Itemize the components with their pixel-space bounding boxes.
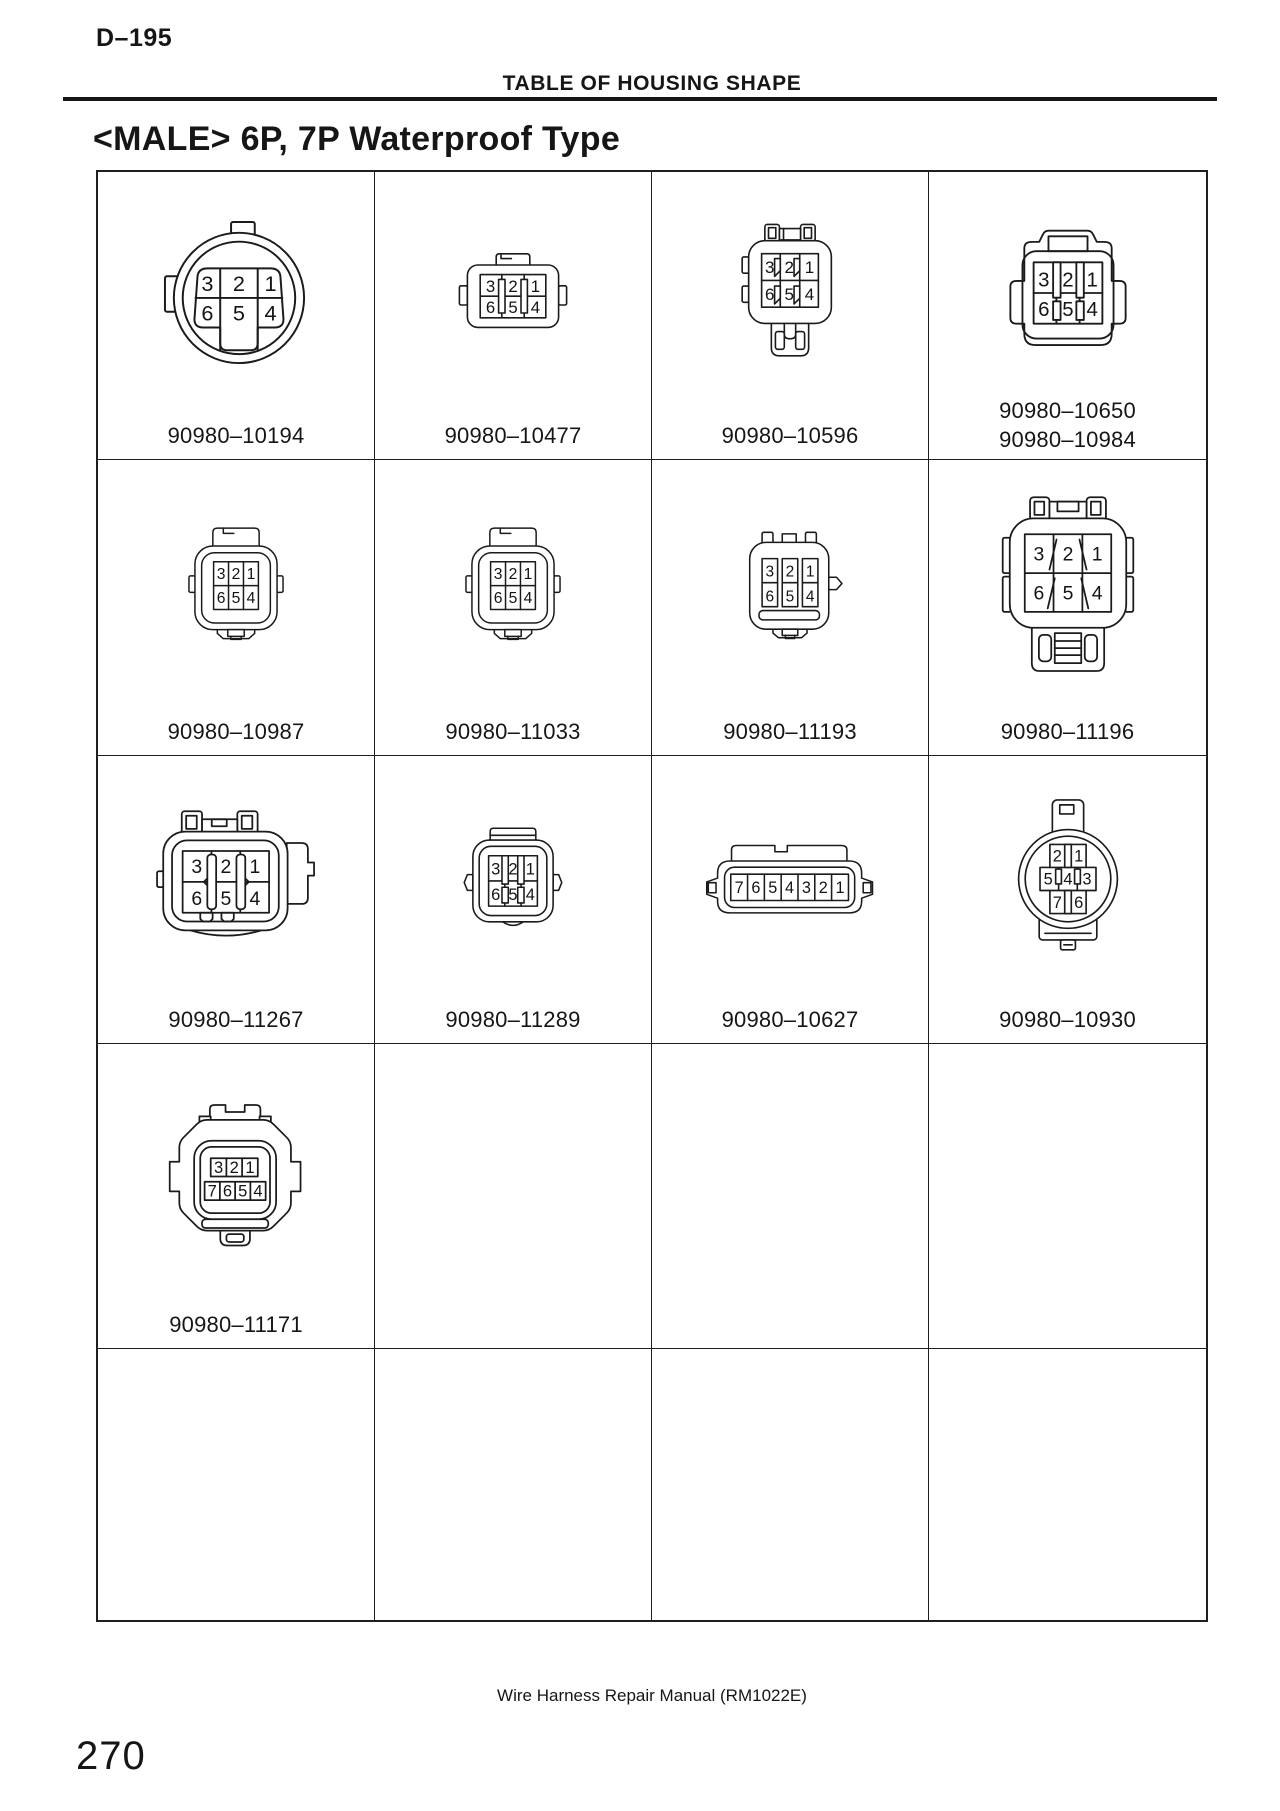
table-cell <box>98 172 375 460</box>
pin-number: 6 <box>222 1181 233 1201</box>
pin-number: 4 <box>264 300 277 326</box>
pin-number: 2 <box>232 270 245 296</box>
table-cell-empty <box>375 1044 652 1349</box>
pin-number: 6 <box>1073 893 1083 912</box>
pin-number: 2 <box>508 276 518 296</box>
page-header-title: TABLE OF HOUSING SHAPE <box>502 72 802 95</box>
pin-number: 1 <box>805 562 815 580</box>
table-cell <box>929 756 1206 1044</box>
pin-number: 6 <box>485 297 496 317</box>
pin-number: 2 <box>1061 267 1074 291</box>
connector-drawing-round-6p <box>162 219 310 367</box>
connector-drawing-winged-6p <box>989 223 1147 363</box>
pin-number: 6 <box>491 884 501 904</box>
pin-number: 5 <box>1043 870 1053 889</box>
pin-number: 4 <box>1091 582 1103 605</box>
table-cell-empty <box>929 1044 1206 1349</box>
pin-number: 7 <box>1052 893 1062 912</box>
connector-drawing-inline-7p <box>699 833 881 920</box>
pin-number: 4 <box>804 284 815 304</box>
pin-number: 4 <box>525 884 535 904</box>
pin-number: 3 <box>191 855 203 878</box>
pin-number: 3 <box>764 257 775 277</box>
pin-number: 3 <box>201 270 214 296</box>
page-number: 270 <box>76 1734 146 1778</box>
header-rule <box>63 97 1217 101</box>
connector-drawing-capped-6p <box>457 519 569 650</box>
pin-number: 5 <box>220 887 232 910</box>
pin-number: 2 <box>220 855 232 878</box>
pin-number: 5 <box>232 300 245 326</box>
pin-number: 2 <box>508 859 518 879</box>
table-cell <box>98 460 375 756</box>
pin-number: 6 <box>764 284 775 304</box>
pin-number: 5 <box>784 284 794 304</box>
table-cell-empty <box>652 1044 929 1349</box>
pin-number: 3 <box>213 1157 224 1177</box>
pin-number: 5 <box>508 884 518 904</box>
pin-number: 4 <box>530 297 541 317</box>
pin-number: 2 <box>229 1157 239 1177</box>
part-number: 90980–11267 <box>168 1007 304 1032</box>
pin-number: 4 <box>1085 297 1098 321</box>
pin-number: 3 <box>491 859 501 879</box>
table-cell-empty <box>652 1349 929 1620</box>
connector-drawing-triple-tab-6p <box>731 523 849 647</box>
pin-number: 7 <box>207 1181 217 1201</box>
pin-number: 2 <box>818 878 828 897</box>
table-cell-empty <box>375 1349 652 1620</box>
pin-number: 4 <box>249 887 261 910</box>
pin-number: 5 <box>785 587 795 605</box>
part-number: 90980–10987 <box>167 719 305 744</box>
pin-number: 5 <box>508 589 518 607</box>
table-cell <box>652 460 929 756</box>
pin-number: 1 <box>246 565 256 583</box>
pin-number: 7 <box>734 878 744 897</box>
connector-drawing-wide-6p <box>150 804 322 950</box>
pin-number: 1 <box>1073 847 1083 866</box>
pin-number: 5 <box>508 297 518 317</box>
part-number: 90980–10477 <box>444 423 582 448</box>
pin-number: 2 <box>785 562 795 580</box>
pin-number: 4 <box>1062 870 1073 889</box>
part-number-line: 90980–10984 <box>999 427 1136 452</box>
pin-number: 3 <box>1032 543 1044 566</box>
table-cell <box>929 172 1206 460</box>
pin-number: 3 <box>801 878 811 897</box>
pin-number: 1 <box>1091 543 1103 566</box>
connector-drawing-hooked-6p <box>729 218 851 368</box>
pin-number: 6 <box>191 887 203 910</box>
pin-number: 3 <box>485 276 496 296</box>
pin-number: 3 <box>765 562 775 580</box>
pin-number: 3 <box>1081 870 1092 889</box>
pin-number: 2 <box>784 257 794 277</box>
table-cell <box>98 1044 375 1349</box>
connector-drawing-octagon-7p <box>161 1097 311 1250</box>
pin-number: 6 <box>216 589 226 607</box>
connector-drawing-capped-6p <box>180 519 292 650</box>
section-title: <MALE> 6P, 7P Waterproof Type <box>93 120 621 158</box>
pin-number: 6 <box>765 587 775 605</box>
pin-number: 6 <box>1037 297 1050 321</box>
part-number: 90980–10194 <box>167 423 305 448</box>
part-number: 90980–11033 <box>445 719 581 744</box>
pin-number: 2 <box>1062 543 1073 566</box>
table-cell <box>652 172 929 460</box>
part-number: 90980–11289 <box>445 1007 581 1032</box>
pin-number: 4 <box>253 1181 263 1201</box>
pin-number: 5 <box>1062 582 1073 605</box>
pin-number: 6 <box>493 589 503 607</box>
table-cell <box>375 460 652 756</box>
part-number-line: 90980–10650 <box>999 398 1136 423</box>
part-number <box>929 396 1206 454</box>
housing-shape-table <box>96 170 1208 1622</box>
part-number: 90980–10930 <box>999 1007 1136 1032</box>
pin-number: 1 <box>264 270 277 296</box>
pin-number: 6 <box>751 878 761 897</box>
pin-number: 4 <box>785 878 795 897</box>
pin-number: 4 <box>523 589 533 607</box>
pin-number: 6 <box>201 300 214 326</box>
pin-number: 2 <box>231 565 241 583</box>
part-number: 90980–11171 <box>169 1312 303 1337</box>
pin-number: 5 <box>1061 297 1074 321</box>
pin-number: 4 <box>805 587 815 605</box>
pin-number: 1 <box>1085 267 1098 291</box>
connector-drawing-large-6p <box>993 490 1143 680</box>
pin-number: 1 <box>249 855 261 878</box>
pin-number: 5 <box>768 878 778 897</box>
pin-number: 5 <box>231 589 241 607</box>
table-cell <box>652 756 929 1044</box>
part-number: 90980–10627 <box>721 1007 859 1032</box>
pin-number: 5 <box>238 1181 248 1201</box>
table-cell <box>929 460 1206 756</box>
pin-number: 3 <box>493 565 503 583</box>
pin-number: 2 <box>508 565 518 583</box>
pin-number: 4 <box>246 589 256 607</box>
pin-number: 1 <box>523 565 533 583</box>
pin-number: 6 <box>1032 582 1044 605</box>
pin-number: 1 <box>835 878 845 897</box>
doc-code: D–195 <box>96 24 173 52</box>
pin-number: 1 <box>530 276 541 296</box>
part-number: 90980–10596 <box>721 423 859 448</box>
table-cell <box>98 756 375 1044</box>
table-cell <box>375 756 652 1044</box>
pin-number: 3 <box>1037 267 1050 291</box>
connector-drawing-square-6p <box>454 818 572 936</box>
footer-text: Wire Harness Repair Manual (RM1022E) <box>497 1686 807 1705</box>
table-cell <box>375 172 652 460</box>
table-cell-empty <box>98 1349 375 1620</box>
part-number: 90980–11193 <box>723 719 857 744</box>
pin-number: 1 <box>245 1157 255 1177</box>
part-number: 90980–11196 <box>1000 719 1135 744</box>
pin-number: 3 <box>216 565 226 583</box>
connector-drawing-rect-6p <box>453 244 573 342</box>
pin-number: 1 <box>804 257 815 277</box>
pin-number: 2 <box>1052 847 1062 866</box>
pin-number: 1 <box>525 859 535 879</box>
connector-drawing-round-7p <box>1002 795 1134 958</box>
table-cell-empty <box>929 1349 1206 1620</box>
